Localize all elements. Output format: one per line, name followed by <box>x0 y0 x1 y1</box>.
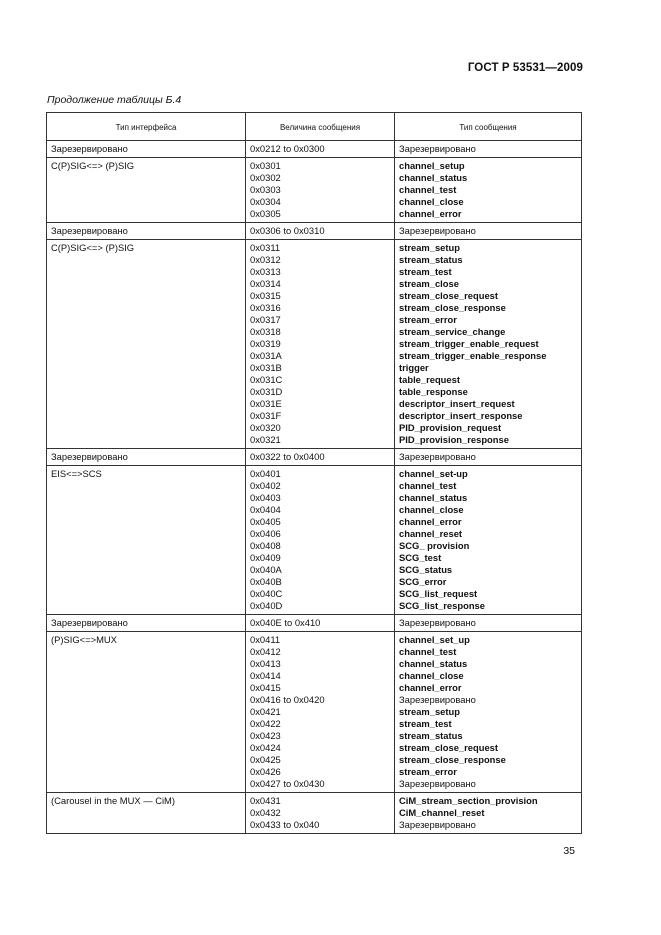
message-value: 0x031B <box>250 362 282 373</box>
message-type: CiM_channel_reset <box>399 807 485 818</box>
message-value: 0x0426 <box>250 766 281 777</box>
message-value: 0x0318 <box>250 326 281 337</box>
message-type: stream_service_change <box>399 326 506 337</box>
message-value: 0x0320 <box>250 422 281 433</box>
message-type: channel_error <box>399 682 462 693</box>
message-type: channel_test <box>399 480 457 491</box>
message-type: stream_status <box>399 254 463 265</box>
message-value: 0x031F <box>250 410 282 421</box>
message-value-cell <box>246 449 395 466</box>
column-header-message-value: Величина сообщения <box>246 113 395 141</box>
message-type: channel_setup <box>399 160 465 171</box>
table-body <box>47 141 582 834</box>
message-type: channel_error <box>399 516 462 527</box>
message-type: stream_setup <box>399 242 460 253</box>
message-type: SCG_list_response <box>399 600 485 611</box>
message-value: 0x0404 <box>250 504 281 515</box>
message-value: 0x0321 <box>250 434 281 445</box>
message-value: 0x0424 <box>250 742 281 753</box>
message-value: 0x0412 <box>250 646 281 657</box>
message-type: stream_close_request <box>399 290 499 301</box>
message-type-cell <box>395 141 582 158</box>
message-value: 0x0322 to 0x0400 <box>250 451 325 462</box>
interface-type-cell: EIS<=>SCS <box>47 466 246 615</box>
table-row <box>47 449 582 466</box>
message-type: channel_set-up <box>399 468 468 479</box>
message-value: 0x0319 <box>250 338 281 349</box>
message-value: 0x0303 <box>250 184 281 195</box>
message-type: channel_close <box>399 504 464 515</box>
message-value-cell <box>246 240 395 449</box>
message-value: 0x040D <box>250 600 283 611</box>
message-type: descriptor_insert_request <box>399 398 515 409</box>
message-type-cell <box>395 632 582 793</box>
table-row <box>47 466 582 615</box>
message-value: 0x0316 <box>250 302 281 313</box>
message-value-cell <box>246 158 395 223</box>
message-value: 0x040E to 0x410 <box>250 617 321 628</box>
message-type: stream_trigger_enable_request <box>399 338 539 349</box>
message-value: 0x0427 to 0x0430 <box>250 778 325 789</box>
message-value: 0x0313 <box>250 266 281 277</box>
message-value: 0x0423 <box>250 730 281 741</box>
message-type-cell <box>395 466 582 615</box>
message-type: stream_status <box>399 730 463 741</box>
message-value: 0x0311 <box>250 242 281 253</box>
interface-type-cell: Зарезервировано <box>47 449 246 466</box>
table-row <box>47 141 582 158</box>
message-type-cell <box>395 793 582 834</box>
message-value-cell <box>246 793 395 834</box>
message-value: 0x031E <box>250 398 282 409</box>
message-value: 0x0409 <box>250 552 281 563</box>
message-value: 0x0431 <box>250 795 281 806</box>
message-type: Зарезервировано <box>399 694 476 705</box>
message-type: PID_provision_request <box>399 422 502 433</box>
message-value: 0x0433 to 0x040 <box>250 819 320 830</box>
message-value: 0x0212 to 0x0300 <box>250 143 325 154</box>
message-value-cell <box>246 615 395 632</box>
message-value: 0x0422 <box>250 718 281 729</box>
message-value: 0x0415 <box>250 682 281 693</box>
message-type: Зарезервировано <box>399 451 476 462</box>
message-type: descriptor_insert_response <box>399 410 523 421</box>
interface-type-cell: C(P)SIG<=> (P)SIG <box>47 158 246 223</box>
message-type-cell <box>395 223 582 240</box>
message-type: Зарезервировано <box>399 819 476 830</box>
table-row <box>47 632 582 793</box>
message-type: stream_close_response <box>399 302 506 313</box>
message-type: table_response <box>399 386 468 397</box>
table-caption: Продолжение таблицы Б.4 <box>47 94 182 106</box>
message-value: 0x0406 <box>250 528 281 539</box>
message-value: 0x0408 <box>250 540 281 551</box>
table-row <box>47 615 582 632</box>
message-type: SCG_list_request <box>399 588 478 599</box>
table-row <box>47 240 582 449</box>
message-value: 0x0401 <box>250 468 281 479</box>
message-type: stream_test <box>399 266 452 277</box>
message-value: 0x0403 <box>250 492 281 503</box>
message-value: 0x031C <box>250 374 283 385</box>
message-value: 0x0432 <box>250 807 281 818</box>
message-value: 0x031A <box>250 350 282 361</box>
message-types-table <box>46 112 582 834</box>
message-value: 0x0304 <box>250 196 281 207</box>
message-value: 0x0306 to 0x0310 <box>250 225 325 236</box>
message-value: 0x040A <box>250 564 282 575</box>
message-value-cell <box>246 466 395 615</box>
message-value: 0x0411 <box>250 634 281 645</box>
message-type: stream_close_response <box>399 754 506 765</box>
table-row <box>47 158 582 223</box>
column-header-message-type: Тип сообщения <box>395 113 582 141</box>
message-type: trigger <box>399 362 429 373</box>
message-type-cell <box>395 615 582 632</box>
message-type: channel_test <box>399 184 457 195</box>
message-type: channel_status <box>399 492 468 503</box>
message-type: Зарезервировано <box>399 225 476 236</box>
message-value: 0x0425 <box>250 754 281 765</box>
message-type: stream_test <box>399 718 452 729</box>
message-type: SCG_error <box>399 576 447 587</box>
message-type: stream_error <box>399 314 457 325</box>
interface-type-cell: Зарезервировано <box>47 615 246 632</box>
message-value: 0x040B <box>250 576 282 587</box>
message-value: 0x0305 <box>250 208 281 219</box>
message-type: stream_setup <box>399 706 460 717</box>
interface-type-cell: Зарезервировано <box>47 141 246 158</box>
message-value: 0x0315 <box>250 290 281 301</box>
message-type-cell <box>395 449 582 466</box>
table-row <box>47 223 582 240</box>
message-value: 0x0416 to 0x0420 <box>250 694 325 705</box>
message-value: 0x0314 <box>250 278 281 289</box>
message-value: 0x0421 <box>250 706 281 717</box>
message-value: 0x031D <box>250 386 283 397</box>
message-type: channel_set_up <box>399 634 470 645</box>
page-number: 35 <box>563 845 575 857</box>
table-header-row <box>47 113 582 141</box>
message-type: CiM_stream_section_provision <box>399 795 538 806</box>
message-value: 0x0413 <box>250 658 281 669</box>
message-type: SCG_ provision <box>399 540 470 551</box>
message-type: stream_close <box>399 278 459 289</box>
interface-type-cell: C(P)SIG<=> (P)SIG <box>47 240 246 449</box>
message-value: 0x0312 <box>250 254 281 265</box>
message-type: stream_close_request <box>399 742 499 753</box>
message-type: channel_test <box>399 646 457 657</box>
message-type: SCG_test <box>399 552 442 563</box>
interface-type-cell: (P)SIG<=>MUX <box>47 632 246 793</box>
message-value: 0x0414 <box>250 670 281 681</box>
message-type: PID_provision_response <box>399 434 509 445</box>
message-type: channel_status <box>399 172 468 183</box>
message-type: Зарезервировано <box>399 143 476 154</box>
message-type: Зарезервировано <box>399 778 476 789</box>
message-value: 0x0302 <box>250 172 281 183</box>
message-type: channel_reset <box>399 528 463 539</box>
message-type: channel_status <box>399 658 468 669</box>
message-type: channel_close <box>399 670 464 681</box>
message-type: SCG_status <box>399 564 453 575</box>
message-type: stream_trigger_enable_response <box>399 350 547 361</box>
message-type-cell <box>395 158 582 223</box>
message-type: stream_error <box>399 766 457 777</box>
message-type: Зарезервировано <box>399 617 476 628</box>
message-value: 0x0402 <box>250 480 281 491</box>
column-header-interface-type: Тип интерфейса <box>47 113 246 141</box>
interface-type-cell: Зарезервировано <box>47 223 246 240</box>
message-value-cell <box>246 141 395 158</box>
document-standard-header: ГОСТ Р 53531—2009 <box>467 62 583 74</box>
interface-type-cell: (Carousel in the MUX — CiM) <box>47 793 246 834</box>
message-type-cell <box>395 240 582 449</box>
message-value: 0x0301 <box>250 160 281 171</box>
message-type: table_request <box>399 374 460 385</box>
message-type: channel_close <box>399 196 464 207</box>
message-type: channel_error <box>399 208 462 219</box>
message-value: 0x040C <box>250 588 283 599</box>
message-value: 0x0405 <box>250 516 281 527</box>
message-value-cell <box>246 223 395 240</box>
table-row <box>47 793 582 834</box>
message-value-cell <box>246 632 395 793</box>
message-value: 0x0317 <box>250 314 281 325</box>
